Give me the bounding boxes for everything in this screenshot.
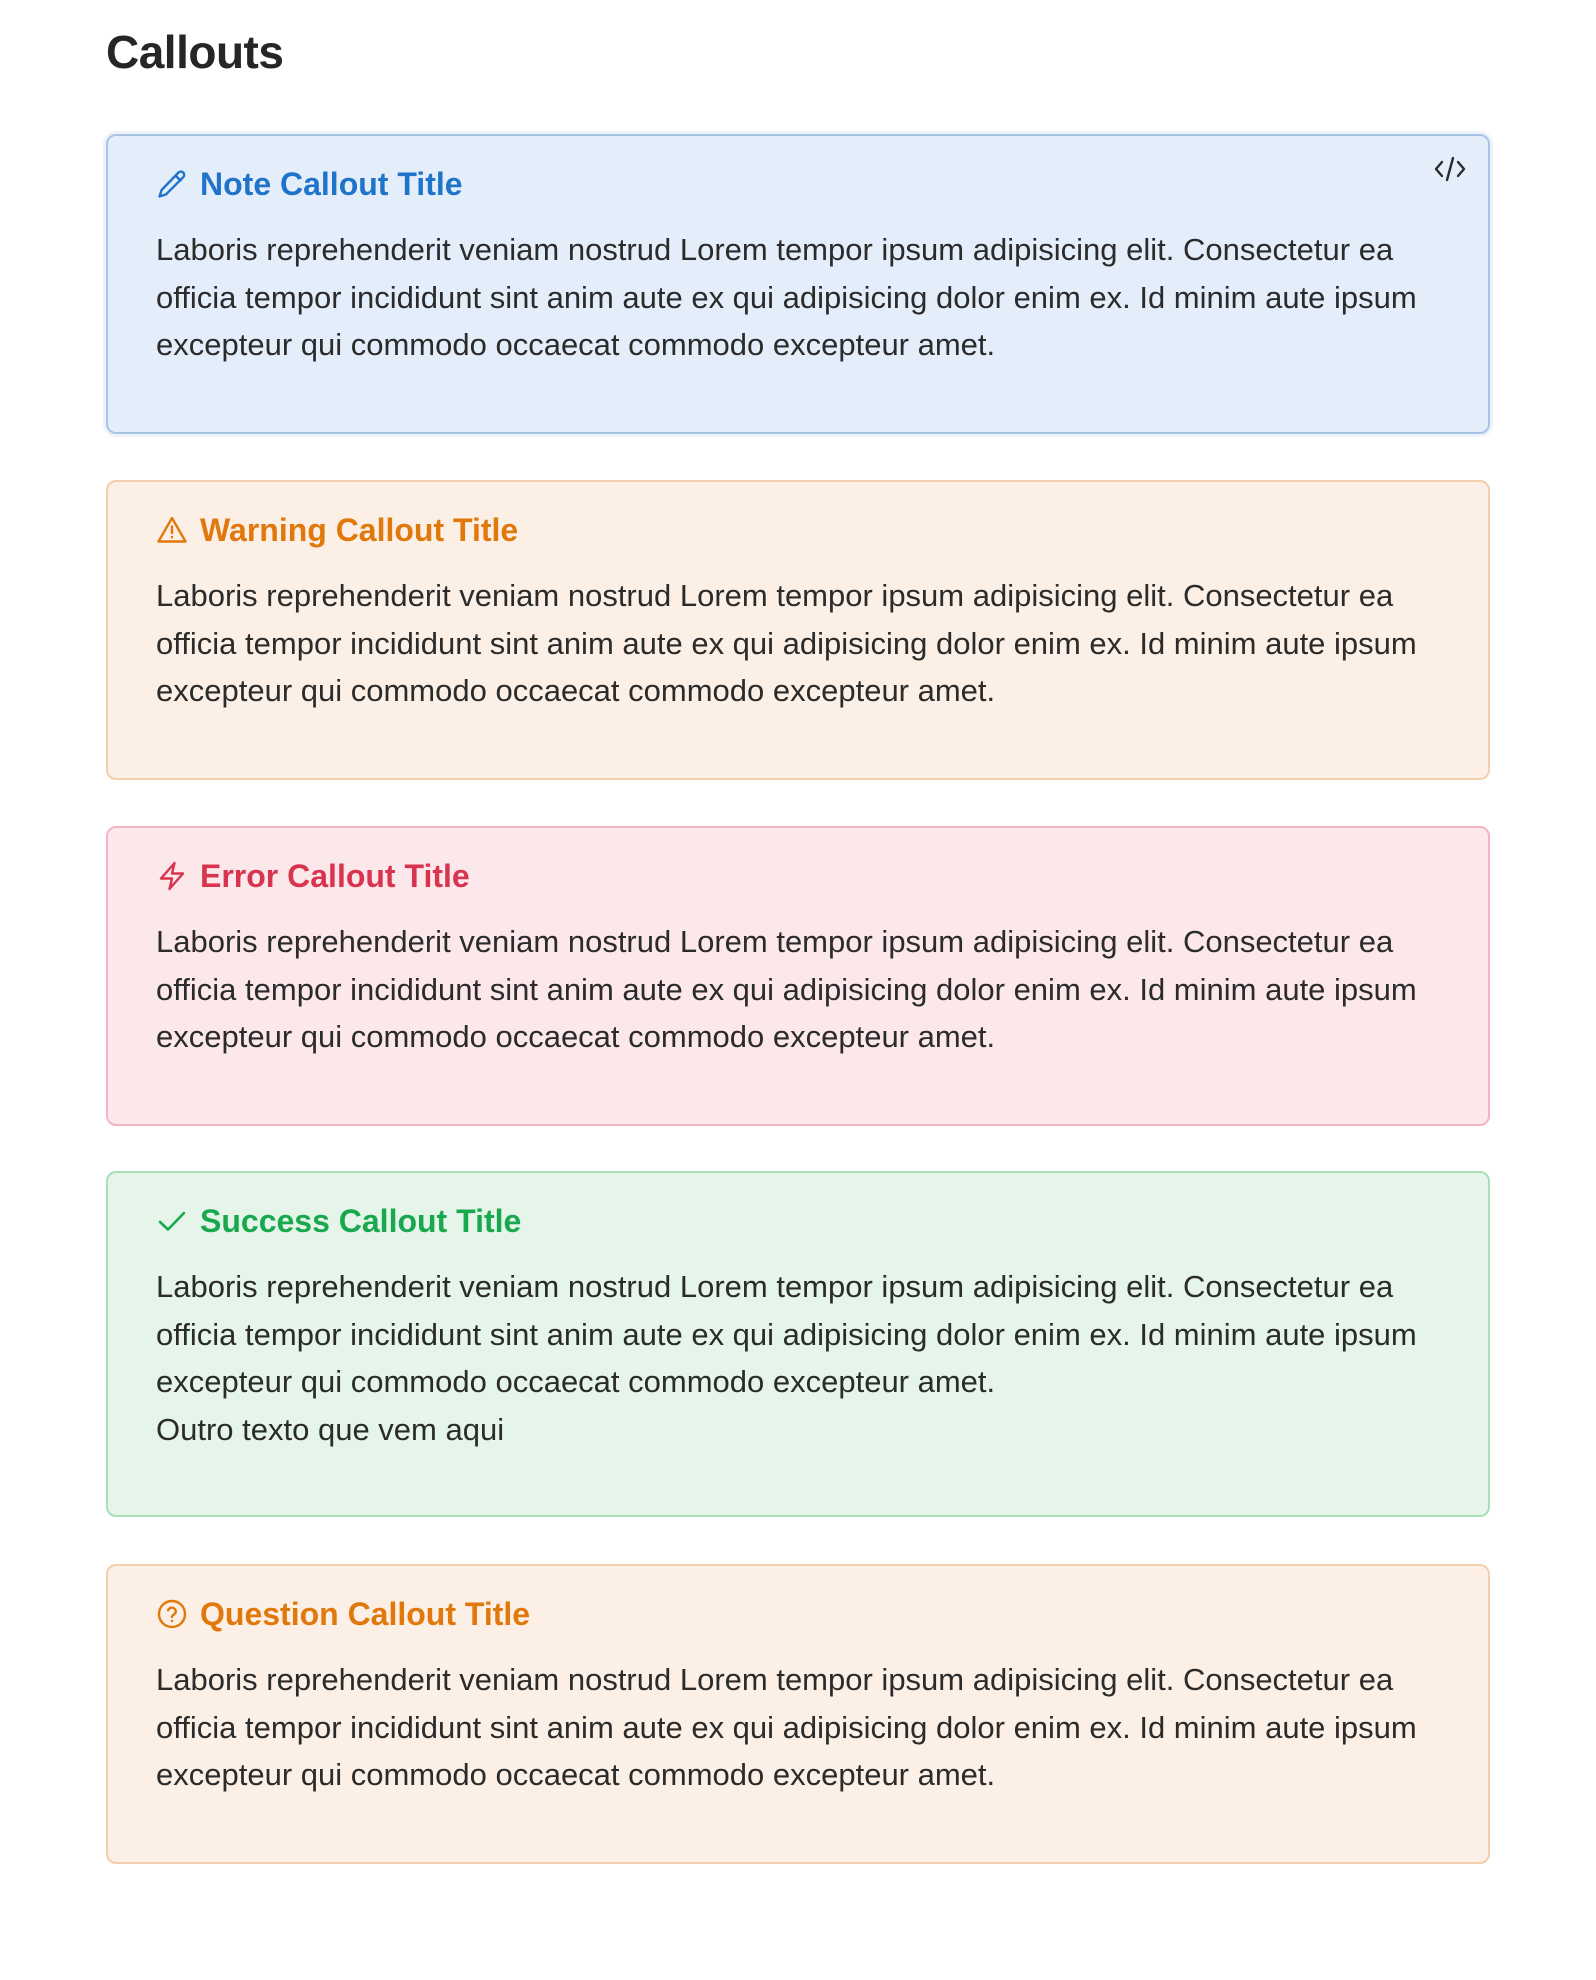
callout-body — [156, 1263, 1464, 1453]
callout-header — [156, 1201, 1464, 1241]
question-circle-icon — [156, 1598, 188, 1630]
callout-body-text: Laboris reprehenderit veniam nostrud Lorem tempor ipsum adipisicing elit. Consectetur ea officia tempor incididunt sint anim aute ex qui adipisicing dolor enim ex. Id minim aute ipsum excepteur qui commodo occaecat commodo excepteur amet. — [156, 578, 1417, 708]
callout-body-text: Laboris reprehenderit veniam nostrud Lorem tempor ipsum adipisicing elit. Consectetur ea officia tempor incididunt sint anim aute ex qui adipisicing dolor enim ex. Id minim aute ipsum excepteur qui commodo occaecat commodo excepteur amet. — [156, 924, 1417, 1054]
page-title: Callouts — [106, 26, 284, 78]
code-icon — [1433, 154, 1467, 184]
question-callout — [106, 1564, 1490, 1864]
note-callout — [106, 134, 1490, 434]
callout-body — [156, 918, 1464, 1061]
success-callout — [106, 1171, 1490, 1517]
callout-body-text: Laboris reprehenderit veniam nostrud Lorem tempor ipsum adipisicing elit. Consectetur ea officia tempor incididunt sint anim aute ex qui adipisicing dolor enim ex. Id minim aute ipsum excepteur qui commodo occaecat commodo excepteur amet. — [156, 232, 1417, 362]
callout-body — [156, 1656, 1464, 1799]
callout-body-text: Laboris reprehenderit veniam nostrud Lorem tempor ipsum adipisicing elit. Consectetur ea officia tempor incididunt sint anim aute ex qui adipisicing dolor enim ex. Id minim aute ipsum excepteur qui commodo occaecat commodo excepteur amet. — [156, 1269, 1417, 1399]
callout-header — [156, 510, 1464, 550]
callout-title: Note Callout Title — [200, 166, 463, 202]
code-toggle-button[interactable] — [1430, 152, 1470, 186]
callout-body-text: Laboris reprehenderit veniam nostrud Lorem tempor ipsum adipisicing elit. Consectetur ea officia tempor incididunt sint anim aute ex qui adipisicing dolor enim ex. Id minim aute ipsum excepteur qui commodo occaecat commodo excepteur amet. — [156, 1662, 1417, 1792]
callout-extra-text: Outro texto que vem aqui — [156, 1411, 505, 1447]
callout-header — [156, 856, 1464, 896]
callout-title: Success Callout Title — [200, 1203, 522, 1239]
checkmark-icon — [156, 1205, 188, 1237]
callout-body — [156, 572, 1464, 715]
warning-callout — [106, 480, 1490, 780]
pencil-icon — [156, 168, 188, 200]
warning-triangle-icon — [156, 514, 188, 546]
callout-header — [156, 164, 1464, 204]
lightning-bolt-icon — [156, 860, 188, 892]
callout-header — [156, 1594, 1464, 1634]
callout-title: Question Callout Title — [200, 1596, 531, 1632]
error-callout — [106, 826, 1490, 1126]
callout-title: Error Callout Title — [200, 858, 470, 894]
callout-title: Warning Callout Title — [200, 512, 519, 548]
callout-body — [156, 226, 1464, 369]
